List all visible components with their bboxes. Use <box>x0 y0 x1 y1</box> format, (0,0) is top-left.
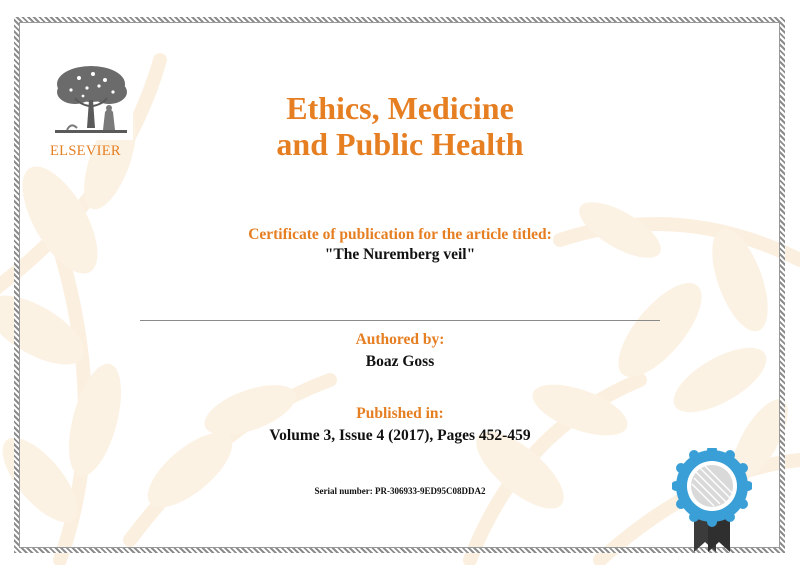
elsevier-tree-icon <box>49 62 133 140</box>
journal-title-line-2: and Public Health <box>276 126 524 162</box>
journal-title-line-1: Ethics, Medicine <box>286 90 514 126</box>
divider-line <box>140 320 660 321</box>
serial-number-label: Serial number: <box>314 486 373 496</box>
serial-number-value: PR-306933-9ED95C08DDA2 <box>375 486 486 496</box>
rosette <box>672 448 752 527</box>
publisher-logo-text: ELSEVIER <box>50 143 121 159</box>
publisher-logo <box>45 62 135 160</box>
article-title: "The Nuremberg veil" <box>324 246 476 263</box>
author-name: Boaz Goss <box>365 353 435 370</box>
award-rosette-icon <box>672 448 752 554</box>
authored-by-label: Authored by: <box>355 331 445 348</box>
certificate-label: Certificate of publication for the article titled: <box>248 226 552 243</box>
journal-title <box>200 90 600 162</box>
publication-details: Volume 3, Issue 4 (2017), Pages 452-459 <box>269 427 531 444</box>
published-in-label: Published in: <box>356 405 444 422</box>
